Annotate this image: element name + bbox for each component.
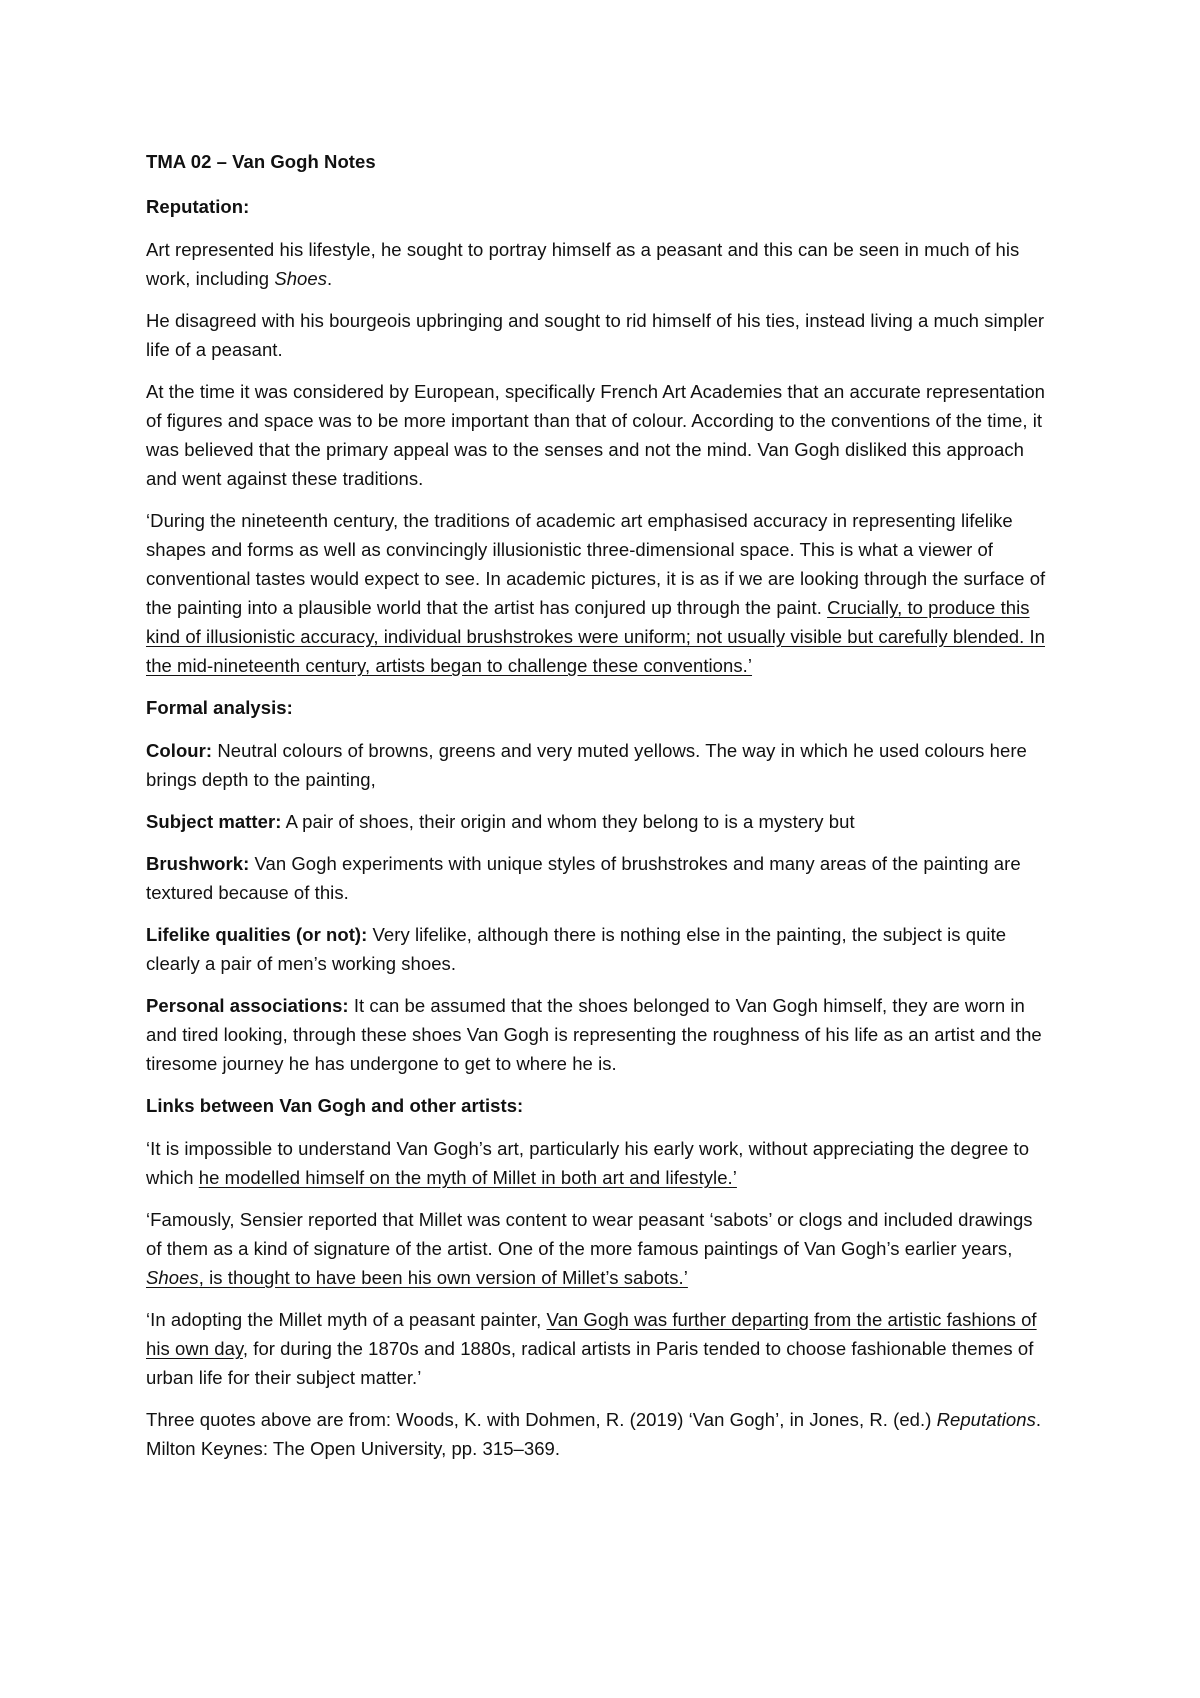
- document-body: [146, 147, 1050, 1463]
- reputation-paragraph-3: At the time it was considered by European, specifically French Art Academies that an accurate representation of figures and space was to be more important than that of colour. According to the conventions of the time, it was believed that the primary appeal was to the senses and not the mind. Van Gogh disliked this approach and went against these traditions.: [146, 381, 1046, 489]
- millet-quote-3: ‘In adopting the Millet myth of a peasant painter, Van Gogh was further departing from the artistic fashions of his own day, for during the 1870s and 1880s, radical artists in Paris tended to choose fashionable themes of urban life for their subject matter.’: [146, 1309, 1037, 1388]
- millet-quote-2: ‘Famously, Sensier reported that Millet was content to wear peasant ‘sabots’ or clogs and included drawings of them as a kind of signature of the artist. One of the more famous paintings of Van Gogh’s earlier years, Shoes, is thought to have been his own version of Millet’s sabots.’: [146, 1209, 1033, 1288]
- formal-item-brushwork: Brushwork: Van Gogh experiments with unique styles of brushstrokes and many areas of the painting are textured because of this.: [146, 853, 1021, 903]
- underlined-quote-passage: he modelled himself on the myth of Millet in both art and lifestyle.’: [198, 1167, 737, 1188]
- artwork-title-shoes: Shoes: [146, 1267, 199, 1288]
- document-title: TMA 02 – Van Gogh Notes: [146, 151, 376, 172]
- book-title-reputations: Reputations: [936, 1409, 1036, 1430]
- formal-item-colour: Colour: Neutral colours of browns, greens and very muted yellows. The way in which he used colours here brings depth to the painting,: [146, 740, 1027, 790]
- underlined-quote-passage: Shoes, is thought to have been his own version of Millet’s sabots.’: [146, 1267, 688, 1288]
- links-heading: Links between Van Gogh and other artists:: [146, 1095, 524, 1116]
- source-reference: Three quotes above are from: Woods, K. with Dohmen, R. (2019) ‘Van Gogh’, in Jones, R. (ed.) Reputations. Milton Keynes: The Open University, pp. 315–369.: [146, 1409, 1042, 1459]
- formal-item-subject-matter: Subject matter: A pair of shoes, their origin and whom they belong to is a mystery but: [146, 811, 855, 832]
- underlined-quote-passage: Van Gogh was further departing from the artistic fashions of his own day: [146, 1309, 1037, 1359]
- artwork-title-shoes: Shoes: [274, 268, 328, 289]
- underlined-quote-passage: Crucially, to produce this kind of illusionistic accuracy, individual brushstrokes were uniform; not usually visible but carefully blended. In the mid-nineteenth century, artists began to challenge these conventions.’: [146, 597, 1045, 676]
- formal-item-lifelike-qualities: Lifelike qualities (or not): Very lifelike, although there is nothing else in the painting, the subject is quite clearly a pair of men’s working shoes.: [146, 924, 1007, 974]
- reputation-paragraph-2: He disagreed with his bourgeois upbringing and sought to rid himself of his ties, instead living a much simpler life of a peasant.: [146, 310, 1045, 360]
- millet-quote-1: ‘It is impossible to understand Van Gogh’s art, particularly his early work, without appreciating the degree to which he modelled himself on the myth of Millet in both art and lifestyle.’: [146, 1138, 1030, 1188]
- reputation-heading: Reputation:: [146, 196, 250, 217]
- reputation-paragraph-1: Art represented his lifestyle, he sought to portray himself as a peasant and this can be seen in much of his work, including Shoes.: [146, 239, 1020, 289]
- formal-analysis-heading: Formal analysis:: [146, 697, 293, 718]
- academic-art-quote: ‘During the nineteenth century, the traditions of academic art emphasised accuracy in representing lifelike shapes and forms as well as convincingly illusionistic three-dimensional space. This is what a viewer of conventional tastes would expect to see. In academic pictures, it is as if we are looking through the surface of the painting into a plausible world that the artist has conjured up through the paint. Crucially, to produce this kind of illusionistic accuracy, individual brushstrokes were uniform; not usually visible but carefully blended. In the mid-nineteenth century, artists began to challenge these conventions.’: [146, 510, 1046, 676]
- formal-item-personal-associations: Personal associations: It can be assumed that the shoes belonged to Van Gogh himself, they are worn in and tired looking, through these shoes Van Gogh is representing the roughness of his life as an artist and the tiresome journey he has undergone to get to where he is.: [146, 995, 1042, 1074]
